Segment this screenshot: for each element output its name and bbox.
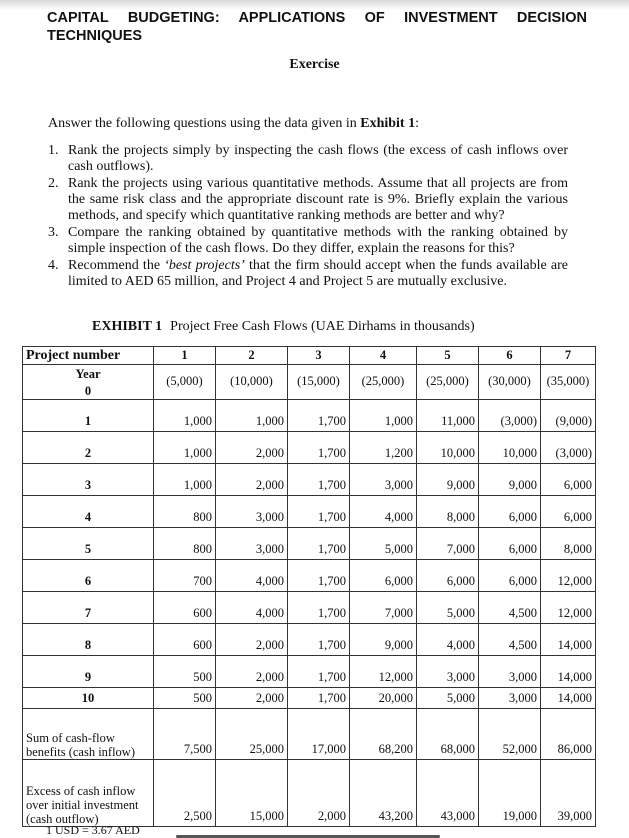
exhibit-label: EXHIBIT 1 (92, 319, 163, 334)
cash-flow-cell: 1,000 (216, 400, 288, 432)
cash-flow-cell: 500 (154, 656, 216, 688)
document-heading-continued: TECHNIQUES (47, 28, 143, 44)
intro-text (48, 116, 419, 132)
question-item (48, 258, 568, 290)
year-cell: 10 (23, 688, 154, 709)
sum-row-cell: 52,000 (479, 709, 541, 760)
excess-row-cell: 39,000 (541, 760, 596, 827)
table-row (23, 496, 596, 528)
cash-flow-cell: 4,000 (216, 592, 288, 624)
question-number: 4. (48, 258, 59, 273)
cash-flow-cell: 14,000 (541, 656, 596, 688)
table-header-row (23, 347, 596, 365)
excess-row-cell: 43,200 (350, 760, 417, 827)
table-body (23, 365, 596, 827)
cash-flow-cell: 3,000 (216, 496, 288, 528)
cash-flow-cell: 7,000 (417, 528, 479, 560)
header-project: 1 (154, 347, 216, 365)
cash-flow-cell: 6,000 (541, 496, 596, 528)
cash-flow-cell: 1,700 (288, 592, 350, 624)
table-row (23, 656, 596, 688)
cash-flow-cell: 1,000 (154, 464, 216, 496)
question-number: 1. (48, 143, 59, 158)
cash-flow-cell: 600 (154, 624, 216, 656)
intro-exhibit-ref: Exhibit 1 (360, 116, 416, 131)
cash-flow-cell: (30,000) (479, 365, 541, 400)
year-cell: 5 (23, 528, 154, 560)
table-row (23, 432, 596, 464)
cash-flow-cell: 12,000 (350, 656, 417, 688)
excess-row (23, 760, 596, 827)
sum-row-cell: 7,500 (154, 709, 216, 760)
cash-flow-cell: 1,700 (288, 400, 350, 432)
year-cell: 1 (23, 400, 154, 432)
header-project: 5 (417, 347, 479, 365)
cash-flow-cell: (25,000) (350, 365, 417, 400)
excess-row-cell: 2,500 (154, 760, 216, 827)
cash-flow-cell: 1,200 (350, 432, 417, 464)
header-project: 6 (479, 347, 541, 365)
cash-flow-cell: 10,000 (417, 432, 479, 464)
question-text-part: that the firm should accept when the funds available are limited to AED 65 million, and Project 4 and Project 5 are mutually exclusive. (68, 258, 569, 289)
cash-flow-cell: 14,000 (541, 688, 596, 709)
year-cell: 4 (23, 496, 154, 528)
cash-flow-cell: 6,000 (479, 560, 541, 592)
cash-flow-cell: 11,000 (417, 400, 479, 432)
question-text (68, 258, 568, 290)
cash-flow-cell: (10,000) (216, 365, 288, 400)
cash-flow-cell: 500 (154, 688, 216, 709)
cash-flow-cell: 3,000 (417, 656, 479, 688)
cash-flow-cell: (3,000) (479, 400, 541, 432)
currency-footnote: 1 USD = 3.67 AED (46, 823, 140, 837)
year-cell (23, 365, 154, 400)
question-emphasis: ‘best projects’ (164, 258, 245, 273)
cash-flow-cell: 1,700 (288, 688, 350, 709)
cash-flow-cell: 12,000 (541, 592, 596, 624)
question-item (48, 143, 568, 175)
table-row (23, 624, 596, 656)
exercise-title: Exercise (289, 57, 340, 72)
question-item (48, 176, 568, 224)
question-list (48, 143, 568, 291)
cash-flow-cell: 1,700 (288, 528, 350, 560)
excess-row-cell: 2,000 (288, 760, 350, 827)
exhibit-title: Project Free Cash Flows (UAE Dirhams in thousands) (170, 319, 475, 334)
header-project: 4 (350, 347, 417, 365)
cash-flow-cell: 9,000 (350, 624, 417, 656)
excess-row-label: Excess of cash inflow over initial investment (cash outflow) (23, 760, 154, 827)
cash-flow-cell: 8,000 (541, 528, 596, 560)
cash-flow-cell: 1,700 (288, 496, 350, 528)
excess-row-cell: 43,000 (417, 760, 479, 827)
excess-row-cell: 15,000 (216, 760, 288, 827)
cash-flow-cell: 600 (154, 592, 216, 624)
year-cell: 2 (23, 432, 154, 464)
cash-flow-cell: 800 (154, 528, 216, 560)
year-cell: 7 (23, 592, 154, 624)
cash-flow-cell: 6,000 (479, 496, 541, 528)
cash-flow-cell: 1,700 (288, 464, 350, 496)
question-text: Rank the projects simply by inspecting the cash flows (the excess of cash inflows over cash outflows). (68, 143, 568, 174)
cash-flow-cell: 1,000 (154, 432, 216, 464)
cash-flow-cell: 2,000 (216, 464, 288, 496)
cash-flow-cell: (35,000) (541, 365, 596, 400)
cash-flow-cell: 5,000 (417, 592, 479, 624)
sum-row-cell: 17,000 (288, 709, 350, 760)
cash-flow-cell: 14,000 (541, 624, 596, 656)
document-heading: CAPITAL BUDGETING: APPLICATIONS OF INVESTMENT DECISION (47, 10, 587, 26)
excess-row-cell: 19,000 (479, 760, 541, 827)
question-number: 3. (48, 225, 59, 240)
table-row (23, 365, 596, 400)
cash-flow-cell: 2,000 (216, 432, 288, 464)
year-label: Year (75, 367, 101, 381)
cash-flow-cell: 8,000 (417, 496, 479, 528)
cash-flow-cell: 10,000 (479, 432, 541, 464)
cash-flow-cell: 7,000 (350, 592, 417, 624)
cash-flow-table (22, 346, 596, 827)
cash-flow-cell: (9,000) (541, 400, 596, 432)
cash-flow-cell: 6,000 (350, 560, 417, 592)
sum-row-cell: 86,000 (541, 709, 596, 760)
cash-flow-cell: 1,700 (288, 656, 350, 688)
cash-flow-cell: 4,000 (417, 624, 479, 656)
cash-flow-cell: 4,500 (479, 592, 541, 624)
cash-flow-cell: 4,500 (479, 624, 541, 656)
cash-flow-cell: 1,700 (288, 624, 350, 656)
exhibit-caption (92, 319, 475, 335)
year-cell: 9 (23, 656, 154, 688)
sum-row-cell: 68,000 (417, 709, 479, 760)
cash-flow-cell: 6,000 (417, 560, 479, 592)
header-project-number: Project number (23, 347, 154, 365)
cash-flow-cell: 700 (154, 560, 216, 592)
header-project: 7 (541, 347, 596, 365)
cash-flow-cell: 12,000 (541, 560, 596, 592)
year-cell: 8 (23, 624, 154, 656)
cash-flow-cell: 1,000 (154, 400, 216, 432)
table-row (23, 400, 596, 432)
question-item (48, 225, 568, 257)
intro-suffix: : (415, 116, 419, 131)
cash-flow-cell: (25,000) (417, 365, 479, 400)
sum-row-cell: 25,000 (216, 709, 288, 760)
cash-flow-cell: 3,000 (479, 688, 541, 709)
cash-flow-cell: 5,000 (350, 528, 417, 560)
year-cell: 3 (23, 464, 154, 496)
table-row (23, 464, 596, 496)
cash-flow-cell: 3,000 (216, 528, 288, 560)
cash-flow-cell: 6,000 (479, 528, 541, 560)
question-text: Rank the projects using various quantitative methods. Assume that all projects are from the same risk class and the appropriate discount rate is 9%. Briefly explain the various methods, and specify which quantitative ranking methods are better and why? (68, 176, 568, 223)
header-project: 2 (216, 347, 288, 365)
table-row (23, 592, 596, 624)
cash-flow-cell: 9,000 (417, 464, 479, 496)
sum-row-cell: 68,200 (350, 709, 417, 760)
cash-flow-cell: 2,000 (216, 688, 288, 709)
intro-lead: Answer the following questions using the data given in (48, 116, 361, 131)
cash-flow-cell: 800 (154, 496, 216, 528)
cash-flow-cell: 3,000 (350, 464, 417, 496)
table-row (23, 688, 596, 709)
cash-flow-cell: 6,000 (541, 464, 596, 496)
sum-row (23, 709, 596, 760)
question-text: Compare the ranking obtained by quantitative methods with the ranking obtained by simple inspection of the cash flows. Do they differ, explain the reasons for this? (68, 225, 568, 256)
cash-flow-cell: 1,000 (350, 400, 417, 432)
question-number: 2. (48, 176, 59, 191)
cash-flow-cell: 4,000 (350, 496, 417, 528)
cash-flow-cell: 2,000 (216, 656, 288, 688)
cash-flow-cell: 2,000 (216, 624, 288, 656)
table-row (23, 528, 596, 560)
header-project: 3 (288, 347, 350, 365)
cash-flow-cell: 1,700 (288, 432, 350, 464)
cash-flow-cell: 20,000 (350, 688, 417, 709)
year-value: 0 (84, 384, 92, 398)
year-cell: 6 (23, 560, 154, 592)
question-text-part: Recommend the (68, 258, 165, 273)
sum-row-label: Sum of cash-flow benefits (cash inflow) (23, 709, 154, 760)
cash-flow-cell: 4,000 (216, 560, 288, 592)
cash-flow-cell: 5,000 (417, 688, 479, 709)
cash-flow-cell: (5,000) (154, 365, 216, 400)
cash-flow-cell: 1,700 (288, 560, 350, 592)
cash-flow-cell: (3,000) (541, 432, 596, 464)
cash-flow-cell: 9,000 (479, 464, 541, 496)
table-row (23, 560, 596, 592)
cash-flow-cell: 3,000 (479, 656, 541, 688)
cash-flow-cell: (15,000) (288, 365, 350, 400)
